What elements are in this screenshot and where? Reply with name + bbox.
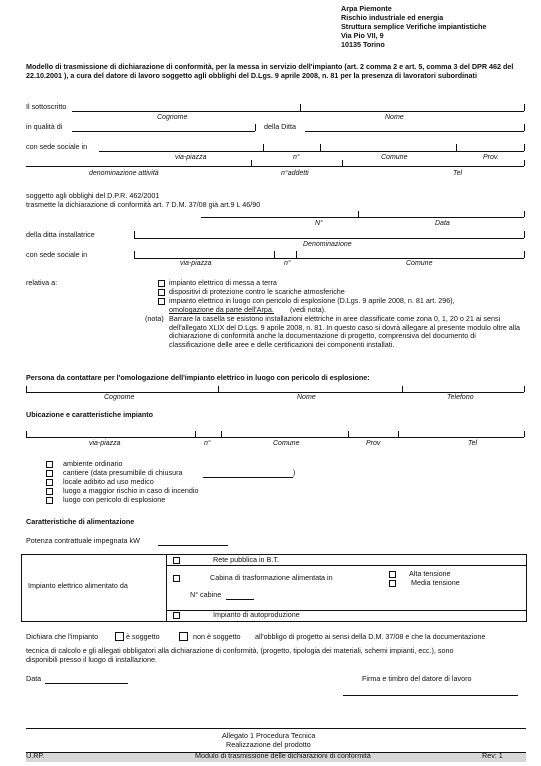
label-scariche-atmosferiche: dispositivi di protezione contro le scariche atmosferiche — [169, 287, 345, 296]
field-ditta[interactable] — [305, 131, 524, 132]
field-data[interactable] — [45, 683, 128, 684]
org-city: 10135 Torino — [341, 40, 385, 49]
field-persona[interactable] — [26, 392, 524, 393]
footer-urp: U.RP. — [26, 751, 45, 760]
alimentazione-title: Caratteristiche di alimentazione — [26, 517, 135, 526]
dichiara-text-1: Dichiara che l'impianto — [26, 632, 99, 641]
label-cabina: Cabina di trasformazione alimentata in — [210, 573, 333, 582]
org-dept: Rischio industriale ed energia — [341, 13, 444, 22]
label-sede: con sede sociale in — [26, 142, 88, 151]
label-media-tensione: Media tensione — [411, 578, 460, 587]
label-n-dichiarazione: N° — [315, 220, 323, 227]
footer-rev: Rev: 1 — [482, 751, 503, 760]
label-impianto-alimentato: Impianto elettrico alimentato da — [28, 581, 128, 590]
label-prov: Prov. — [483, 154, 499, 161]
org-name: Arpa Piemonte — [341, 4, 392, 13]
label-via-piazza-installatrice: via-piazza — [180, 260, 212, 267]
org-unit: Struttura semplice Verifiche impiantistiche — [341, 22, 487, 31]
label-n-cabine: N° cabine — [190, 590, 222, 599]
label-rischio-incendio: luogo a maggior rischio in caso di incendio — [63, 486, 199, 495]
label-persona-cognome: Cognome — [104, 394, 135, 401]
label-via-piazza: via-piazza — [175, 154, 207, 161]
label-ubic-prov: Prov — [366, 440, 381, 447]
label-n-installatrice: n° — [284, 260, 291, 267]
field-ubicazione[interactable] — [26, 437, 524, 438]
label-uso-medico: locale adibito ad uso medico — [63, 477, 154, 486]
org-address: Via Pio VII, 9 — [341, 31, 384, 40]
checkbox-non-soggetto[interactable] — [179, 632, 188, 641]
label-persona-nome: Nome — [297, 394, 316, 401]
label-ubic-n: n° — [204, 440, 211, 447]
label-n-addetti: n°addetti — [281, 170, 309, 177]
checkbox-media-tensione[interactable] — [389, 580, 396, 587]
label-data: Data — [26, 674, 42, 683]
label-ubic-tel: Tel — [468, 440, 478, 447]
dichiara-text-4: disponibili presso il luogo di installazione. — [26, 655, 158, 664]
field-sede-installatrice[interactable] — [134, 258, 524, 259]
label-alta-tensione: Alta tensione — [409, 569, 451, 578]
nota-text: Barrare la casella se esistono installazioni elettriche in aree classificate come zona 0, 1, 20 o 21 ai sensi dell'allegato XLIX del D.Lgs. 9 aprile 2008, n. 81. In questo caso si dovrà allegare al presente modulo oltre alla dichiarazione di conformità anche la documentazione di progetto, comprensiva del documento di classificazione delle aree e delle certificazioni dei componenti installati. — [169, 314, 520, 349]
checkbox-e-soggetto[interactable] — [115, 632, 124, 641]
checkbox-cantiere[interactable] — [46, 470, 53, 477]
label-ubic-comune: Comune — [273, 440, 300, 447]
label-autoproduzione: Impianto di autoproduzione — [213, 610, 300, 619]
form-intro: Modello di trasmissione di dichiarazione di conformità, per la messa in servizio dell'impianto (art. 2 comma 2 e art. 5, comma 3 del DPR 462 del 22.10.2001 ), a cura del datore di lavoro soggetto agli obblighi del D.Lgs. 9 aprile 2008, n. 81 per la presenza di lavoratori subordinati — [26, 62, 514, 80]
footer-divider — [26, 728, 526, 729]
label-ditta: della Ditta — [264, 122, 296, 131]
label-omologazione: omologazione da parte dell'Arpa. — [169, 305, 274, 314]
label-relativa: relativa a: — [26, 278, 58, 287]
label-sede-installatrice: con sede sociale in — [26, 250, 88, 259]
label-vedi-nota: (vedi nota). — [290, 305, 326, 314]
footer-allegato: Allegato 1 Procedura Tecnica — [222, 731, 316, 740]
field-cognome-nome[interactable] — [72, 111, 524, 112]
label-soggetto: soggetto agli obblighi del D.P.R. 462/2001 — [26, 191, 160, 200]
label-luogo-esplosione: luogo con pericolo di esplosione — [63, 495, 166, 504]
label-persona-telefono: Telefono — [447, 394, 474, 401]
field-qualita[interactable] — [72, 131, 255, 132]
label-data-dichiarazione: Data — [435, 220, 450, 227]
persona-title: Persona da contattare per l'omologazione dell'impianto elettrico in luogo con pericolo di esplosione: — [26, 373, 370, 382]
field-ditta-installatrice[interactable] — [134, 238, 524, 239]
field-sede[interactable] — [99, 151, 524, 152]
label-numero: n° — [293, 154, 300, 161]
label-pericolo-esplosione: impianto elettrico in luogo con pericolo di esplosione (D.Lgs. 9 aprile 2008, n. 81 art. 296), — [169, 296, 455, 305]
label-trasmette: trasmette la dichiarazione di conformità art. 7 D.M. 37/08 già art.9 L 46/90 — [26, 200, 261, 209]
label-rete-pubblica: Rete pubblica in B.T. — [213, 555, 279, 564]
ubicazione-title: Ubicazione e caratteristiche impianto — [26, 410, 154, 419]
checkbox-uso-medico[interactable] — [46, 479, 53, 486]
label-nome: Nome — [385, 114, 404, 121]
checkbox-scariche-atmosferiche[interactable] — [158, 289, 165, 296]
checkbox-rischio-incendio[interactable] — [46, 488, 53, 495]
field-numero-data[interactable] — [201, 217, 524, 218]
label-firma: Firma e timbro del datore di lavoro — [362, 674, 472, 683]
label-cantiere: cantiere (data presumibile di chiusura — [63, 468, 183, 477]
label-ambiente-ordinario: ambiente ordinario — [63, 459, 123, 468]
checkbox-messa-a-terra[interactable] — [158, 280, 165, 287]
label-comune-installatrice: Comune — [406, 260, 433, 267]
checkbox-luogo-esplosione[interactable] — [46, 497, 53, 504]
label-e-soggetto: è soggetto — [126, 632, 160, 641]
checkbox-ambiente-ordinario[interactable] — [46, 461, 53, 468]
label-tel: Tel — [453, 170, 463, 177]
checkbox-alta-tensione[interactable] — [389, 571, 396, 578]
field-attivita[interactable] — [26, 166, 524, 167]
label-denominazione-attivita: denominazione attività — [89, 170, 159, 177]
dichiara-text-3: tecnica di calcolo e gli allegati obbligatori alla dichiarazione di conformità, (progetto, tipologia dei materiali, schemi impianti, ecc.), sono — [26, 646, 454, 655]
label-qualita: in qualità di — [26, 122, 63, 131]
checkbox-autoproduzione[interactable] — [173, 612, 180, 619]
footer-realizzazione: Realizzazione del prodotto — [226, 740, 311, 749]
label-comune: Comune — [381, 154, 408, 161]
label-ditta-installatrice: della ditta installatrice — [26, 230, 95, 239]
checkbox-cabina[interactable] — [173, 575, 180, 582]
dichiara-text-2: all'obbligo di progetto ai sensi della D.M. 37/08 e che la documentazione — [255, 632, 486, 641]
field-data-chiusura[interactable] — [203, 477, 293, 478]
label-ubic-via-piazza: via-piazza — [89, 440, 121, 447]
label-potenza: Potenza contrattuale impegnata kW — [26, 536, 140, 545]
label-non-soggetto: non è soggetto — [193, 632, 241, 641]
checkbox-rete-pubblica[interactable] — [173, 557, 180, 564]
label-cognome: Cognome — [157, 114, 188, 121]
label-denominazione: Denominazione — [303, 241, 352, 248]
field-potenza[interactable] — [158, 545, 228, 546]
label-messa-a-terra: impianto elettrico di messa a terra — [169, 278, 277, 287]
footer-modulo: Modulo di trasmissione delle dichiarazioni di conformità — [195, 751, 371, 760]
field-firma[interactable] — [343, 695, 518, 696]
checkbox-pericolo-esplosione[interactable] — [158, 298, 165, 305]
label-sottoscritto: Il sottoscritto — [26, 102, 67, 111]
field-n-cabine[interactable] — [226, 599, 254, 600]
label-nota: (nota) — [145, 314, 164, 323]
